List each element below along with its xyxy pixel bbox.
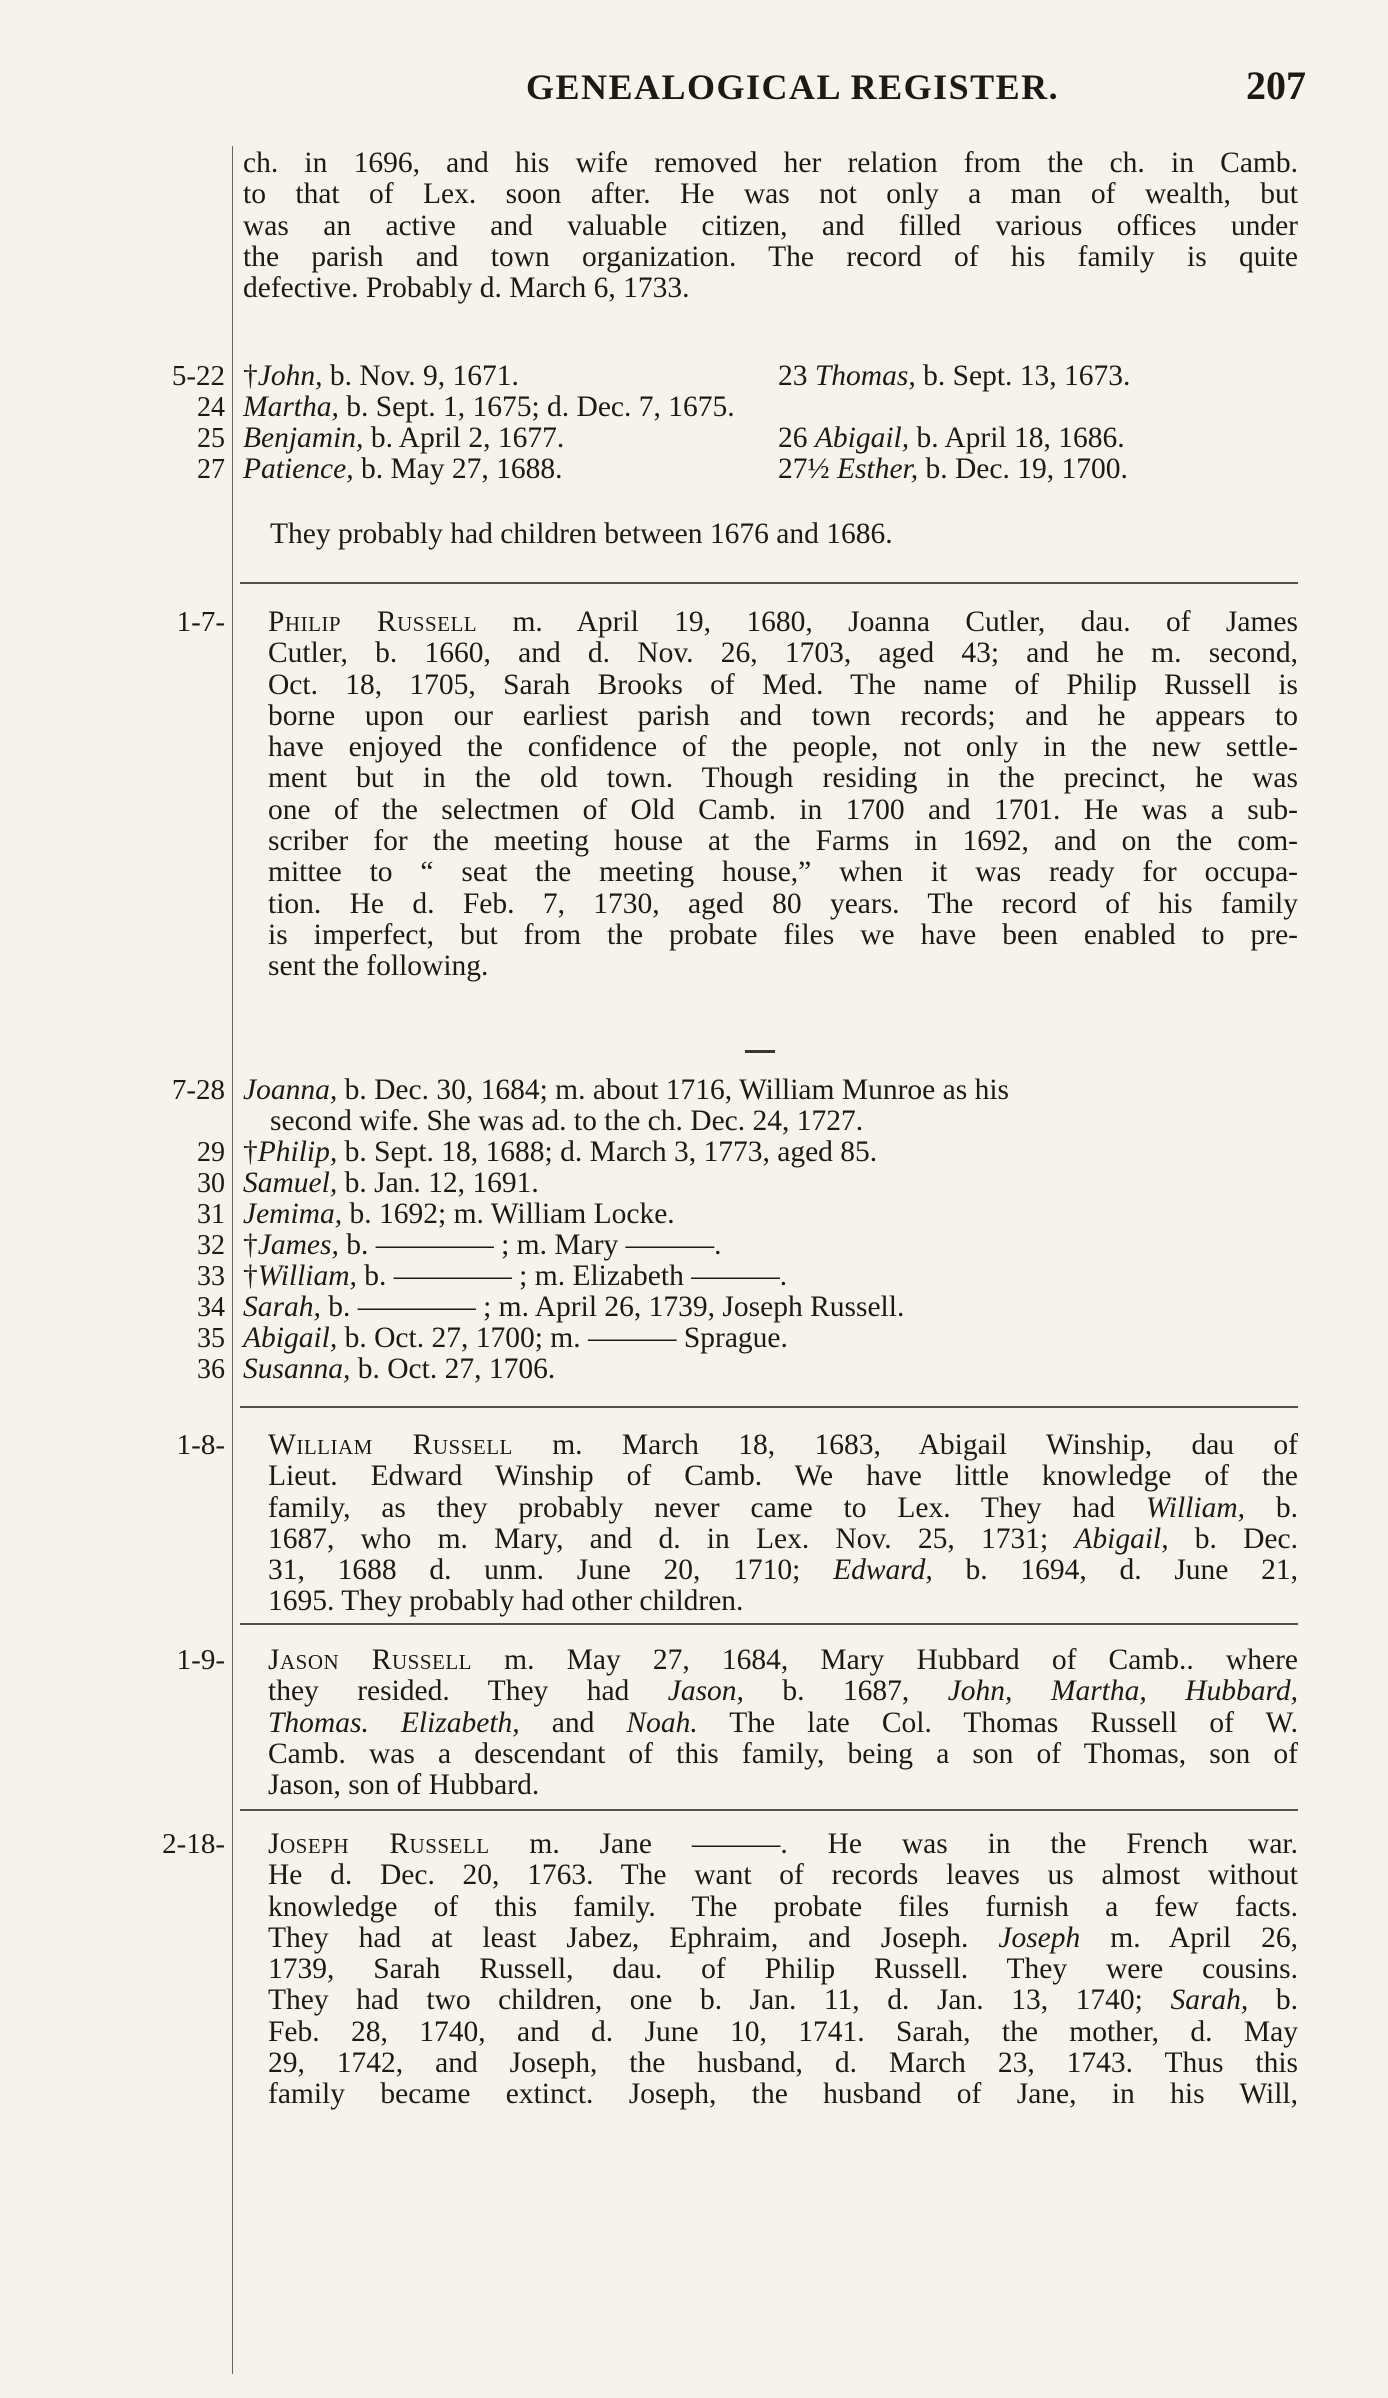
text-line: have enjoyed the confidence of the people, not only in the new settle- <box>268 731 1298 764</box>
text-line: Cutler, b. 1660, and d. Nov. 26, 1703, aged 43; and he m. second, <box>268 637 1298 670</box>
child-name: Esther, <box>837 453 919 485</box>
text-line: ch. in 1696, and his wife removed her relation from the ch. in Camb. <box>243 147 1298 179</box>
text-line: tion. He d. Feb. 7, 1730, aged 80 years. The record of his family <box>268 887 1298 920</box>
child-names: Thomas. Elizabeth, <box>268 1706 520 1739</box>
text-line: family became extinct. Joseph, the husband of Jane, in his Will, <box>268 2078 1298 2111</box>
child-number: 33 <box>197 1261 225 1292</box>
text-line: is imperfect, but from the probate files we have been enabled to pre- <box>268 918 1298 951</box>
margin-rule <box>232 146 233 2374</box>
entry-joseph-russell <box>243 1829 1298 2111</box>
child-names: John, Martha, Hubbard, <box>947 1675 1298 1708</box>
child-name: Martha, <box>243 391 339 423</box>
child-name: Thomas, <box>814 360 916 392</box>
running-title: GENEALOGICAL REGISTER. <box>526 67 1060 107</box>
text-line: m. April 26, <box>1080 1921 1299 1954</box>
text-line: borne upon our earliest parish and town records; and he appears to <box>268 699 1298 732</box>
dagger-mark: † <box>243 1229 258 1261</box>
text-line: Camb. was a descendant of this family, being a son of Thomas, son of <box>268 1737 1298 1770</box>
list-item <box>778 423 1125 454</box>
child-name: Sarah, <box>243 1291 321 1323</box>
child-details: b. 1692; m. William Locke. <box>342 1198 675 1230</box>
text-line: the parish and town organization. The record of his family is quite <box>243 240 1298 273</box>
list-item <box>243 1137 877 1168</box>
child-number: 24 <box>197 392 225 423</box>
child-number: 32 <box>197 1230 225 1261</box>
child-number: 26 <box>778 422 815 454</box>
text-line: 1695. They probably had other children. <box>268 1585 744 1618</box>
text-line: 1687, who m. Mary, and d. in Lex. Nov. 25, 1731; <box>268 1522 1075 1555</box>
text-line: defective. Probably d. March 6, 1733. <box>243 272 690 305</box>
text-line: Lieut. Edward Winship of Camb. We have little knowledge of the <box>268 1460 1298 1493</box>
text-line: Feb. 28, 1740, and d. June 10, 1741. Sarah, the mother, d. May <box>268 2015 1298 2048</box>
text-line: b. 1687, <box>743 1675 948 1708</box>
list-item <box>243 1230 722 1261</box>
child-details: b. Nov. 9, 1671. <box>322 360 519 392</box>
text-line: The late Col. Thomas Russell of W. <box>697 1706 1298 1739</box>
text-line: to that of Lex. soon after. He was not only a man of wealth, but <box>243 178 1298 211</box>
person-name: Philip Russell <box>268 606 478 638</box>
text-line: mittee to “ seat the meeting house,” when it was ready for occupa- <box>268 856 1298 889</box>
child-details: b. April 18, 1686. <box>909 422 1125 454</box>
text-line: Oct. 18, 1705, Sarah Brooks of Med. The name of Philip Russell is <box>268 668 1298 701</box>
child-number: 29 <box>197 1137 225 1168</box>
section-break-mark <box>745 1050 775 1053</box>
text-line: 1739, Sarah Russell, dau. of Philip Russell. They were cousins. <box>268 1953 1298 1986</box>
text-line: They had two children, one b. Jan. 11, d. Jan. 13, 1740; <box>268 1984 1171 2017</box>
text-line: Jason, son of Hubbard. <box>268 1769 540 1802</box>
child-details: b. ———— ; m. Elizabeth ———. <box>356 1260 788 1292</box>
list-item <box>778 454 1128 485</box>
child-name: Benjamin, <box>243 422 364 454</box>
text-line: b. 1694, d. June 21, <box>932 1554 1298 1587</box>
child-name: Abigail, <box>814 422 910 454</box>
list-item <box>243 1292 904 1323</box>
family-note: They probably had children between 1676 and 1686. <box>270 518 893 550</box>
text-line: one of the selectmen of Old Camb. in 1700 and 1701. He was a sub- <box>268 793 1298 826</box>
person-name: William Russell <box>268 1429 513 1461</box>
text-line: and <box>519 1706 627 1739</box>
child-number: 31 <box>197 1199 225 1230</box>
dagger-mark: † <box>243 1136 258 1168</box>
child-name: Susanna, <box>243 1353 351 1385</box>
child-name: Jemima, <box>243 1198 343 1230</box>
list-item <box>243 1168 539 1199</box>
text-line: knowledge of this family. The probate files furnish a few facts. <box>268 1890 1298 1923</box>
list-item <box>778 361 1130 392</box>
entry-jason-russell <box>243 1645 1298 1801</box>
text-line: sent the following. <box>268 950 489 983</box>
text-line: b. <box>1248 1984 1299 2017</box>
child-details: b. Dec. 30, 1684; m. about 1716, William Munroe as his <box>337 1074 1009 1106</box>
section-divider <box>240 1623 1298 1625</box>
child-name: James, <box>257 1229 339 1261</box>
entry-label: 1-9- <box>176 1644 225 1676</box>
child-number: 27½ <box>778 453 837 485</box>
child-name: John, <box>257 360 323 392</box>
child-number: 27 <box>197 454 225 485</box>
child-number: 35 <box>197 1323 225 1354</box>
list-item <box>243 361 519 392</box>
child-details: b. Sept. 18, 1688; d. March 3, 1773, aged 85. <box>337 1136 878 1168</box>
child-details: b. May 27, 1688. <box>353 453 563 485</box>
text-line: family, as they probably never came to Lex. They had <box>268 1491 1146 1524</box>
list-item <box>243 1323 788 1354</box>
child-details: b. ———— ; m. April 26, 1739, Joseph Russell. <box>320 1291 905 1323</box>
entry-label: 2-18- <box>162 1828 225 1860</box>
intro-paragraph <box>243 148 1298 304</box>
list-item <box>243 1261 787 1292</box>
child-details: b. Dec. 19, 1700. <box>918 453 1128 485</box>
child-name: Abigail, <box>1074 1522 1169 1555</box>
child-number: 23 <box>778 360 815 392</box>
entry-label: 7-28 <box>171 1074 225 1106</box>
child-number: 36 <box>197 1354 225 1385</box>
list-item <box>243 454 563 485</box>
text-line: m. April 19, 1680, Joanna Cutler, dau. of James <box>477 606 1298 638</box>
dagger-mark: † <box>243 1260 258 1292</box>
child-name: William, <box>257 1260 357 1292</box>
child-number: 30 <box>197 1168 225 1199</box>
text-line: ment but in the old town. Though residing in the precinct, he was <box>268 762 1298 795</box>
child-number: 25 <box>197 423 225 454</box>
person-name: Joseph Russell <box>268 1828 490 1860</box>
text-line: b. <box>1245 1491 1298 1524</box>
text-line: scriber for the meeting house at the Farms in 1692, and on the com- <box>268 825 1298 858</box>
text-line: was an active and valuable citizen, and filled various offices under <box>243 209 1298 242</box>
text-line: m. Jane ———. He was in the French war. <box>489 1828 1298 1860</box>
entry-label: 5-22 <box>171 360 225 392</box>
entry-label: 1-8- <box>176 1429 225 1461</box>
entry-philip-russell <box>243 607 1298 983</box>
child-details: b. Sept. 1, 1675; d. Dec. 7, 1675. <box>338 391 735 423</box>
list-item <box>243 423 564 454</box>
child-name: Sarah, <box>1170 1984 1249 2017</box>
child-details: b. Oct. 27, 1700; m. ——— Sprague. <box>337 1322 788 1354</box>
list-item <box>243 392 735 423</box>
child-name: Jason, <box>667 1675 744 1708</box>
text-line: b. Dec. <box>1168 1522 1298 1555</box>
text-line: They had at least Jabez, Ephraim, and Joseph. <box>268 1921 999 1954</box>
entry-label: 1-7- <box>176 606 225 638</box>
text-line: m. May 27, 1684, Mary Hubbard of Camb.. where <box>472 1644 1298 1676</box>
text-line: m. March 18, 1683, Abigail Winship, dau of <box>512 1429 1298 1461</box>
list-item <box>243 1354 555 1385</box>
person-name: Jason Russell <box>268 1644 472 1676</box>
child-name: Patience, <box>243 453 354 485</box>
child-details: b. ———— ; m. Mary ———. <box>338 1229 722 1261</box>
child-name: Samuel, <box>243 1167 338 1199</box>
child-name: Joanna, <box>243 1074 338 1106</box>
text-line: 29, 1742, and Joseph, the husband, d. March 23, 1743. Thus this <box>268 2047 1298 2080</box>
child-details: b. April 2, 1677. <box>363 422 565 454</box>
section-divider <box>240 1809 1298 1811</box>
child-details: b. Oct. 27, 1706. <box>350 1353 556 1385</box>
entry-william-russell <box>243 1430 1298 1618</box>
child-name: Joseph <box>998 1921 1081 1954</box>
text-line: they resided. They had <box>268 1675 668 1708</box>
list-item <box>243 1075 1009 1106</box>
text-line: He d. Dec. 20, 1763. The want of records leaves us almost without <box>268 1859 1298 1892</box>
child-name: Edward, <box>833 1554 933 1587</box>
page-header <box>0 63 1388 116</box>
page-number: 207 <box>1246 63 1306 108</box>
child-name: Abigail, <box>243 1322 338 1354</box>
child-details: b. Sept. 13, 1673. <box>915 360 1131 392</box>
child-number: 34 <box>197 1292 225 1323</box>
section-divider <box>240 582 1298 584</box>
child-name: Noah. <box>626 1706 698 1739</box>
list-item: second wife. She was ad. to the ch. Dec. 24, 1727. <box>270 1105 864 1137</box>
child-name: Philip, <box>257 1136 338 1168</box>
child-name: William, <box>1145 1491 1246 1524</box>
section-divider <box>240 1406 1298 1408</box>
child-details: b. Jan. 12, 1691. <box>337 1167 539 1199</box>
text-line: 31, 1688 d. unm. June 20, 1710; <box>268 1554 834 1587</box>
list-item <box>243 1199 675 1230</box>
dagger-mark: † <box>243 360 258 392</box>
